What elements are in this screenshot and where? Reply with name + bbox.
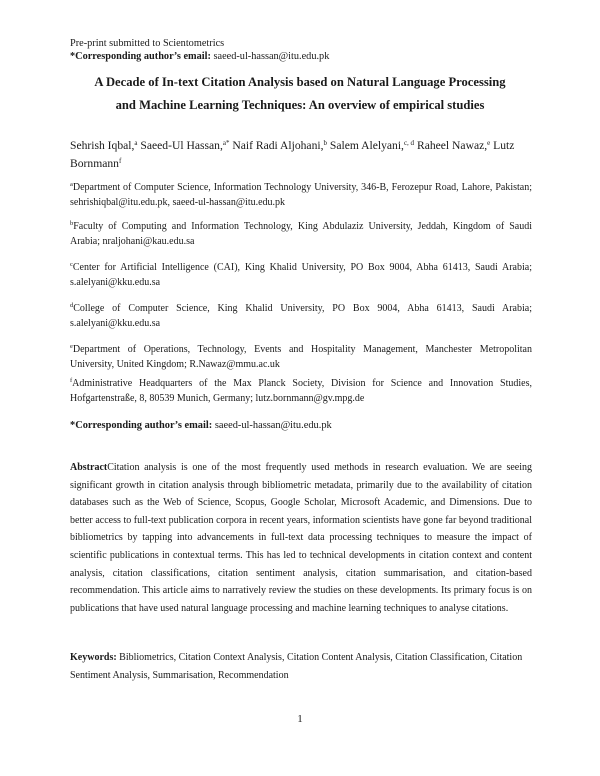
author-name: Salem Alelyani, <box>329 139 404 152</box>
paper-title <box>40 71 560 117</box>
author-name: Sehrish Iqbal, <box>70 139 135 152</box>
header-corr-email: saeed-ul-hassan@itu.edu.pk <box>213 51 330 62</box>
affiliation-sup: b <box>70 220 74 227</box>
affiliation-e <box>70 343 532 372</box>
abstract-text: Citation analysis is one of the most frequently used methods in research evaluation. We are seeing significant growth in citation analysis through bibliometric metadata, primarily due to the availability of citation databases such as the Web of Science, Scopus, Google Scholar, Microsoft Academic, and Dimensions. Due to better access to full-text publication corpora in recent years, information scientists have gone far beyond traditional bibliometrics by tapping into advancements in full-text data processing techniques to measure the impact of scientific publications in contextual terms. This has led to technical developments in citation context and content analysis, citation classifications, citation sentiment analysis, citation summarisation, and citation-based recommendation. This article aims to narratively review the studies on these developments. Its primary focus is on publications that have used natural language processing and machine learning techniques to analyse citations. <box>70 462 532 614</box>
affiliation-sup: d <box>70 302 74 309</box>
header-corresponding <box>70 50 329 63</box>
keywords-label: Keywords: <box>70 652 117 663</box>
affiliation-text: College of Computer Science, King Khalid University, PO Box 9004, Abha 61413, Saudi Arabia; s.alelyani@kku.edu.sa <box>70 303 532 329</box>
affiliation-sup: a <box>70 181 73 188</box>
affiliation-sup: e <box>70 343 73 350</box>
keywords-text: Bibliometrics, Citation Context Analysis, Citation Content Analysis, Citation Classification, Citation Sentiment Analysis, Summarisation, Recommendation <box>70 652 523 681</box>
author-sup: e <box>487 139 491 147</box>
author-list <box>70 137 532 173</box>
title-line-1: A Decade of In-text Citation Analysis based on Natural Language Processing <box>94 75 506 89</box>
author-name: Raheel Nawaz, <box>416 139 488 152</box>
affiliation-text: Department of Computer Science, Information Technology University, 346-B, Ferozepur Road, Lahore, Pakistan; sehrishiqbal@itu.edu.pk, saeed-ul-hassan@itu.edu.pk <box>70 182 532 208</box>
keywords <box>70 649 532 684</box>
author-name: Saeed-Ul Hassan, <box>140 139 223 152</box>
author-sup: b <box>323 139 327 147</box>
affiliation-a <box>70 181 532 210</box>
affiliation-text: Department of Operations, Technology, Events and Hospitality Management, Manchester Metropolitan University, United Kingdom; R.Nawaz@mmu.ac.uk <box>70 344 532 370</box>
corr-label: *Corresponding author’s email: <box>70 420 213 431</box>
corresponding-author <box>70 419 332 433</box>
page-number: 1 <box>297 713 303 725</box>
affiliation-b <box>70 220 532 249</box>
author-sup: f <box>118 157 122 165</box>
author-name: Naif Radi Aljohani, <box>232 139 324 152</box>
author-sup: a <box>134 139 138 147</box>
affiliation-text: Faculty of Computing and Information Technology, King Abdulaziz University, Jeddah, Kingdom of Saudi Arabia; nraljohani@kau.edu.sa <box>70 221 532 247</box>
affiliation-d <box>70 302 532 331</box>
affiliation-c <box>70 261 532 290</box>
author-name: Lutz Bornmann <box>70 139 515 170</box>
affiliation-text: Administrative Headquarters of the Max Planck Society, Division for Science and Innovation Studies, Hofgartenstraße, 8, 80539 Munich, Germany; lutz.bornmann@gv.mpg.de <box>70 378 532 404</box>
author-sup: a* <box>222 139 230 147</box>
title-line-2: and Machine Learning Techniques: An overview of empirical studies <box>115 98 485 112</box>
affiliation-f <box>70 377 532 406</box>
corr-email: saeed-ul-hassan@itu.edu.pk <box>214 420 332 431</box>
affiliation-sup: f <box>70 377 73 384</box>
header-corr-label: *Corresponding author’s email: <box>70 51 211 62</box>
preprint-note: Pre-print submitted to Scientometrics <box>70 38 225 49</box>
abstract-label: Abstract <box>70 462 108 473</box>
author-sup: c, d <box>403 139 415 147</box>
affiliation-sup: c <box>70 261 73 268</box>
abstract <box>70 459 532 617</box>
affiliation-text: Center for Artificial Intelligence (CAI), King Khalid University, PO Box 9004, Abha 61413, Saudi Arabia; s.alelyani@kku.edu.sa <box>70 262 532 288</box>
